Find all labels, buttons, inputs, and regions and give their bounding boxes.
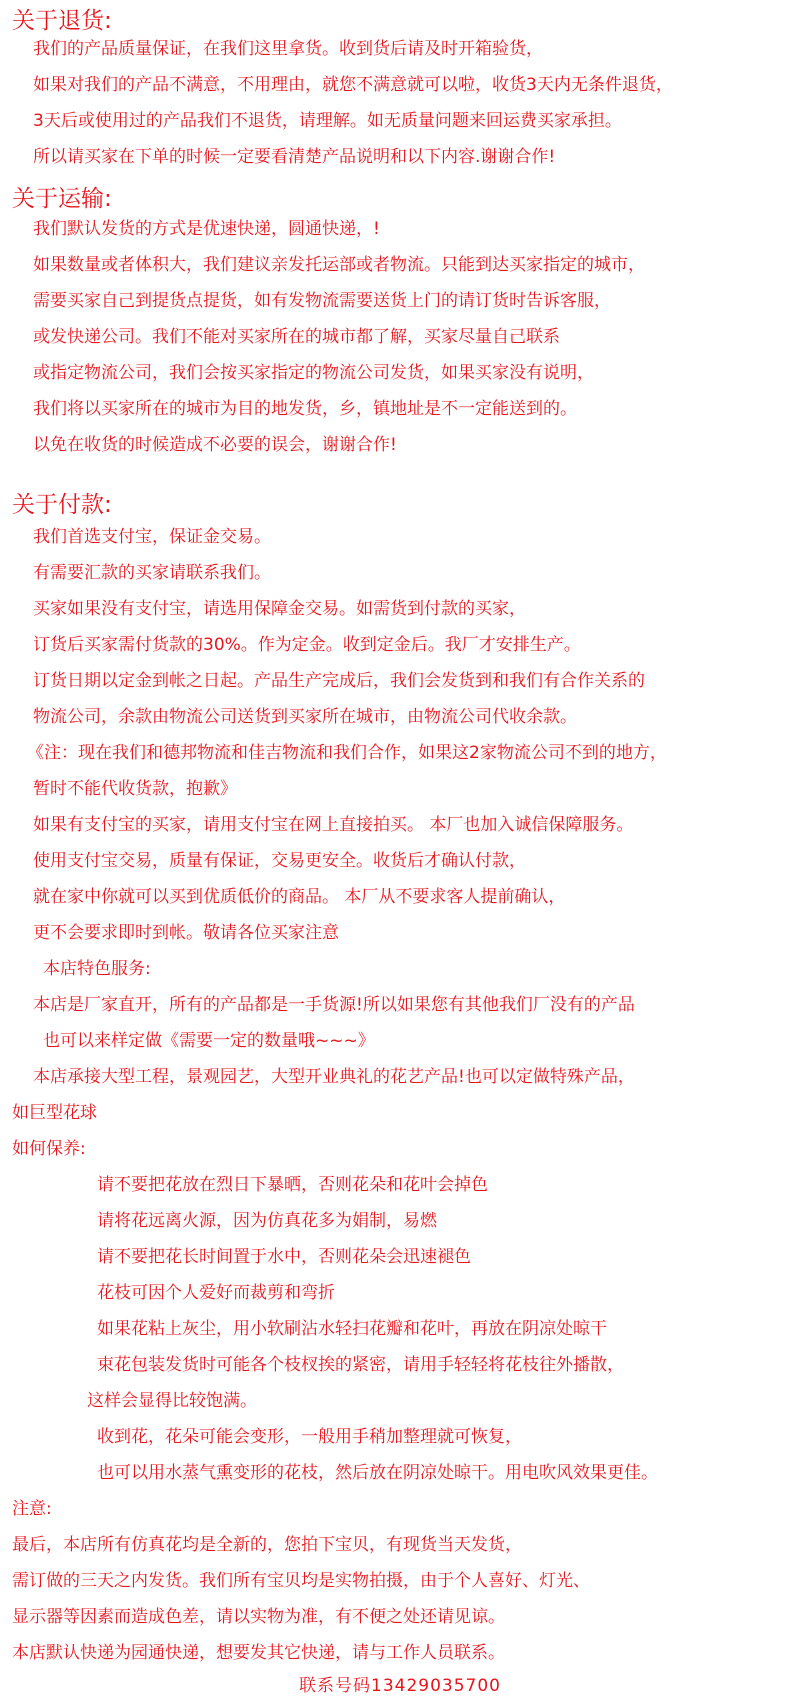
returns-line-3: 3天后或使用过的产品我们不退货，请理解。如无质量问题来回运费买家承担。 xyxy=(33,111,622,131)
care-line-6: 束花包装发货时可能各个枝杈挨的紧密，请用手轻轻将花枝往外播散， xyxy=(97,1355,624,1375)
shipping-heading: 关于运输: xyxy=(12,186,112,212)
payment-line-7: 《注：现在我们和德邦物流和佳吉物流和我们合作，如果这2家物流公司不到的地方， xyxy=(27,743,667,763)
payment-line-10: 使用支付宝交易，质量有保证，交易更安全。收货后才确认付款， xyxy=(33,851,526,871)
care-line-7: 这样会显得比较饱满。 xyxy=(87,1391,257,1411)
notes-line-4: 本店默认快递为园通快递，想要发其它快递，请与工作人员联系。 xyxy=(12,1643,505,1663)
care-line-9: 也可以用水蒸气熏变形的花枝，然后放在阴凉处晾干。用电吹风效果更佳。 xyxy=(97,1463,658,1483)
shipping-line-5: 或指定物流公司，我们会按买家指定的物流公司发货，如果买家没有说明， xyxy=(33,363,594,383)
payment-line-6: 物流公司，余款由物流公司送货到买家所在城市，由物流公司代收余款。 xyxy=(33,707,577,727)
shipping-line-2: 如果数量或者体积大，我们建议亲发托运部或者物流。只能到达买家指定的城市， xyxy=(33,255,645,275)
returns-line-2: 如果对我们的产品不满意，不用理由，就您不满意就可以啦，收货3天内无条件退货， xyxy=(33,75,673,95)
payment-line-11: 就在家中你就可以买到优质低价的商品。 本厂从不要求客人提前确认， xyxy=(33,887,566,907)
care-line-1: 请不要把花放在烈日下暴晒，否则花朵和花叶会掉色 xyxy=(97,1175,488,1195)
shipping-line-1: 我们默认发货的方式是优速快递，圆通快递，! xyxy=(33,219,380,239)
payment-line-9: 如果有支付宝的买家，请用支付宝在网上直接拍买。 本厂也加入诚信保障服务。 xyxy=(33,815,634,835)
payment-line-2: 有需要汇款的买家请联系我们。 xyxy=(33,563,271,583)
payment-line-3: 买家如果没有支付宝，请选用保障金交易。如需货到付款的买家， xyxy=(33,599,526,619)
returns-line-4: 所以请买家在下单的时候一定要看清楚产品说明和以下内容.谢谢合作! xyxy=(33,147,556,167)
shipping-line-6: 我们将以买家所在的城市为目的地发货，乡，镇地址是不一定能送到的。 xyxy=(33,399,577,419)
services-line-2: 也可以来样定做《需要一定的数量哦~~~》 xyxy=(43,1031,375,1051)
shipping-line-3: 需要买家自己到提货点提货，如有发物流需要送货上门的请订货时告诉客服， xyxy=(33,291,611,311)
payment-line-8: 暂时不能代收货款，抱歉》 xyxy=(33,779,237,799)
care-title: 如何保养: xyxy=(12,1139,86,1159)
services-line-3: 本店承接大型工程，景观园艺，大型开业典礼的花艺产品!也可以定做特殊产品， xyxy=(33,1067,635,1087)
care-line-5: 如果花粘上灰尘，用小软刷沾水轻扫花瓣和花叶，再放在阴凉处晾干 xyxy=(97,1319,607,1339)
care-line-2: 请将花远离火源，因为仿真花多为娟制，易燃 xyxy=(97,1211,437,1231)
notes-line-1: 最后，本店所有仿真花均是全新的，您拍下宝贝，有现货当天发货， xyxy=(12,1535,522,1555)
notes-title: 注意: xyxy=(12,1499,52,1519)
returns-line-1: 我们的产品质量保证，在我们这里拿货。收到货后请及时开箱验货， xyxy=(33,39,543,59)
returns-heading: 关于退货: xyxy=(12,8,112,34)
payment-line-12: 更不会要求即时到帐。敬请各位买家注意 xyxy=(33,923,339,943)
payment-line-1: 我们首选支付宝，保证金交易。 xyxy=(33,527,271,547)
notes-line-2: 需订做的三天之内发货。我们所有宝贝均是实物拍摄，由于个人喜好、灯光、 xyxy=(12,1571,590,1591)
shipping-line-7: 以免在收货的时候造成不必要的误会，谢谢合作! xyxy=(33,435,397,455)
services-line-1: 本店是厂家直开，所有的产品都是一手货源!所以如果您有其他我们厂没有的产品 xyxy=(33,995,635,1015)
services-line-4: 如巨型花球 xyxy=(12,1103,97,1123)
care-line-8: 收到花，花朵可能会变形，一般用手稍加整理就可恢复， xyxy=(97,1427,522,1447)
shipping-line-4: 或发快递公司。我们不能对买家所在的城市都了解，买家尽量自己联系 xyxy=(33,327,560,347)
payment-heading: 关于付款: xyxy=(12,492,112,518)
services-title: 本店特色服务: xyxy=(43,959,151,979)
care-line-3: 请不要把花长时间置于水中，否则花朵会迅速褪色 xyxy=(97,1247,471,1267)
notes-line-3: 显示器等因素而造成色差，请以实物为准，有不便之处还请见谅。 xyxy=(12,1607,505,1627)
contact-phone: 联系号码13429035700 xyxy=(299,1676,501,1696)
care-line-4: 花枝可因个人爱好而裁剪和弯折 xyxy=(97,1283,335,1303)
payment-line-5: 订货日期以定金到帐之日起。产品生产完成后，我们会发货到和我们有合作关系的 xyxy=(33,671,645,691)
payment-line-4: 订货后买家需付货款的30%。作为定金。收到定金后。我厂才安排生产。 xyxy=(33,635,581,655)
